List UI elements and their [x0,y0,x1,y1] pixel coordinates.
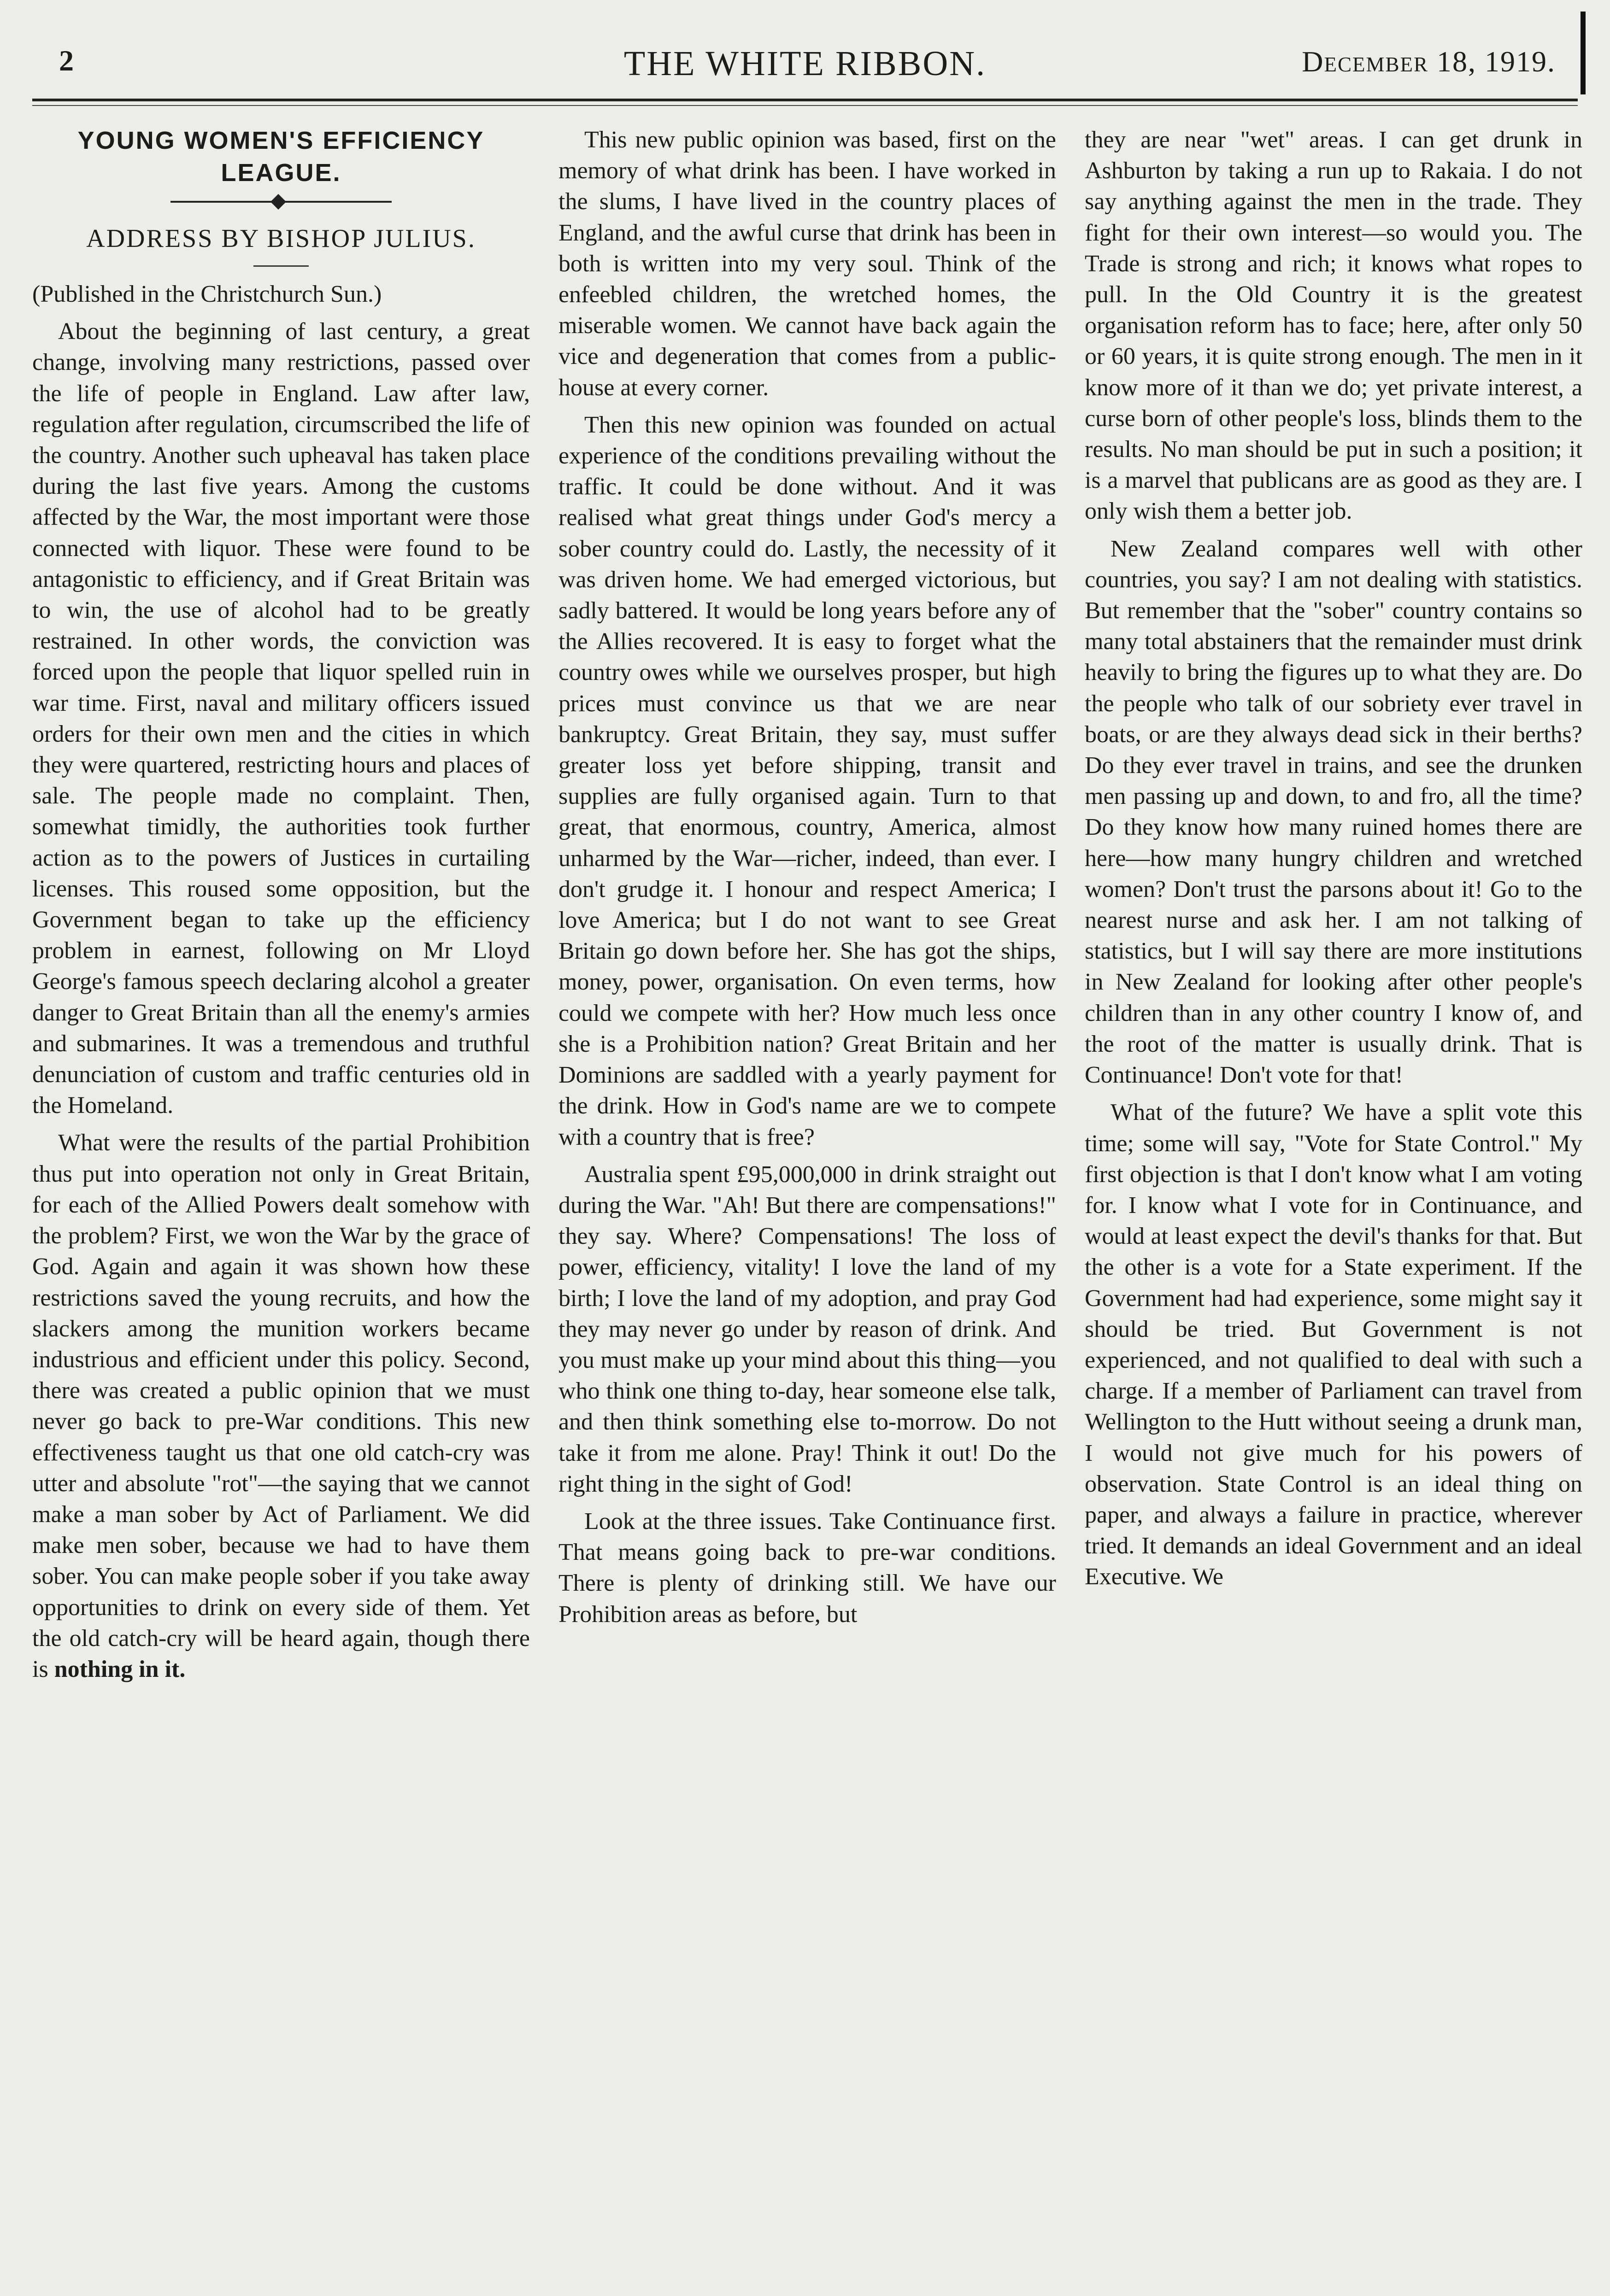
paragraph: This new public opinion was based, first on the memory of what drink has been. I have worked in the slums, I have lived in the country places of England, and the awful curse that drink has been in both is written into my very soul. Think of the enfeebled children, the wretched homes, the miserable women. We cannot have back again the vice and degeneration that comes from a public-house at every corner. [558,127,1056,401]
article-subtitle: ADDRESS BY BISHOP JULIUS. [86,224,476,253]
article-title: YOUNG WOMEN'S EFFICIENCY LEAGUE. [77,127,485,187]
paragraph: What of the future? We have a split vote this time; some will say, "Vote for State Control." My first objection is that I don't know what I am voting for. I know what I vote for in Continuance, and would at least expect the devil's thanks for that. But the other is a vote for a State experiment. If the Government had had experience, some might say it should be tried. But Government is not experienced, and not qualified to deal with such a charge. If a member of Parliament can travel from Wellington to the Hutt without seeing a drunk man, I would not give much for his powers of observation. State Control is an ideal thing on paper, and always a failure in practice, wherever tried. It demands an ideal Government and an ideal Executive. We [1085,1099,1582,1590]
column-2 [558,124,1056,2271]
issue-date: December 18, 1919. [1302,45,1556,78]
paragraph: they are near "wet" areas. I can get drunk in Ashburton by taking a run up to Rakaia. I do not say anything against the men in the trade. They fight for their own interest—so would you. The Trade is strong and rich; it knows what ropes to pull. In the Old Country it is the greatest organisation reform has to face; here, after only 50 or 60 years, it is quite strong enough. The men in it know more of it than we do; yet private interest, a curse born of other people's loss, blinds them to the results. No man should be put in such a position; it is a marvel that publicans are as good as they are. I only wish them a better job. [1085,127,1582,525]
short-divider [253,265,309,267]
page-number: 2 [59,44,74,77]
diamond-divider [32,193,530,211]
paragraph: Look at the three issues. Take Continuance first. That means going back to pre-war conditions. There is plenty of drinking still. We have our Prohibition areas as before, but [558,1508,1056,1628]
paragraph: New Zealand compares well with other countries, you say? I am not dealing with statistics. But remember that the "sober" country contains so many total abstainers that the remainder must drink heavily to bring the figures up to what they are. Do the people who talk of our sobriety ever travel in boats, or are they always dead sick in their berths? Do they ever travel in trains, and see the drunken men passing up and down, to and fro, all the time? Do they know how many ruined homes there are here—how many hungry children and wretched women? Don't trust the parsons about it! Go to the nearest nurse and ask her. I am not talking of statistics, but I will say there are more institutions in New Zealand for looking after other people's children than in any other country I know of, and the root of the matter is usually drink. That is Continuance! Don't vote for that! [1085,535,1582,1089]
source-note: (Published in the Christchurch Sun.) [32,281,382,307]
header-rule-thick [32,99,1578,101]
paragraph: Australia spent £95,000,000 in drink straight out during the War. "Ah! But there are compensations!" they say. Where? Compensations! The loss of power, efficiency, vitality! I love the land of my birth; I love the land of my adoption, and pray God they may never go under by reason of drink. And you must make up your mind about this thing—you who think one thing to-day, hear someone else talk, and then think something else to-morrow. Do not take it from me alone. Pray! Think it out! Do the right thing in the sight of God! [558,1161,1056,1497]
paragraph: Then this new opinion was founded on actual experience of the conditions prevailing without the traffic. It could be done without. And it was realised what great things under God's mercy a sober country could do. Lastly, the necessity of it was driven home. We had emerged victorious, but sadly battered. It would be long years before any of the Allies recovered. It is easy to forget what the country owes while we ourselves prosper, but high prices must convince us that we are near bankruptcy. Great Britain, they say, must suffer greater loss yet before shipping, transit and supplies are fully organised again. Turn to that great, that enormous, country, America, almost unharmed by the War—richer, indeed, than ever. I don't grudge it. I honour and respect America; I love America; but I do not want to see Great Britain go down before her. She has got the ships, money, power, organisation. On even terms, how could we compete with her? How much less once she is a Prohibition nation? Great Britain and her Dominions are saddled with a yearly payment for the drink. How in God's name are we to compete with a country that is free? [558,411,1056,1150]
paragraph: About the beginning of last century, a great change, involving many restrictions, passed over the life of people in England. Law after law, regulation after regulation, circumscribed the life of the country. Another such upheaval has taken place during the last five years. Among the customs affected by the War, the most important were those connected with liquor. These were found to be antagonistic to efficiency, and if Great Britain was to win, the use of alcohol had to be greatly restrained. In other words, the conviction was forced upon the people that liquor spelled ruin in war time. First, naval and military officers issued orders for their own men and the cities in which they were quartered, restricting hours and places of sale. The people made no complaint. Then, somewhat timidly, the authorities took further action as to the powers of Justices in curtailing licenses. This roused some opposition, but the Government began to take up the efficiency problem in earnest, following on Mr Lloyd George's famous speech declaring alcohol a greater danger to Great Britain than all the enemy's armies and submarines. It was a tremendous and truthful denunciation of custom and traffic centuries old in the Homeland. [32,318,530,1119]
column-1 [32,124,530,2271]
header-rule-thin [32,105,1578,106]
bold-tail-text: nothing in it. [54,1656,186,1682]
paragraph: What were the results of the partial Prohibition thus put into operation not only in Great Britain, for each of the Allied Powers dealt somehow with the problem? First, we won the War by the grace of God. Again and again it was shown how these restrictions saved the young recruits, and how the slackers among the munition workers became industrious and efficient under this policy. Second, there was created a public opinion that we must never go back to pre-War conditions. This new effectiveness taught us that one old catch-cry was utter and absolute "rot"—the saying that we cannot make a man sober by Act of Parliament. We did make men sober, because we had to have them sober. You can make people sober if you take away opportunities to drink on every side of them. Yet the old catch-cry will be heard again, though there is nothing in it. [32,1130,530,1682]
column-3 [1085,124,1582,2271]
page-header [0,44,1610,94]
publication-title: THE WHITE RIBBON. [623,44,987,83]
